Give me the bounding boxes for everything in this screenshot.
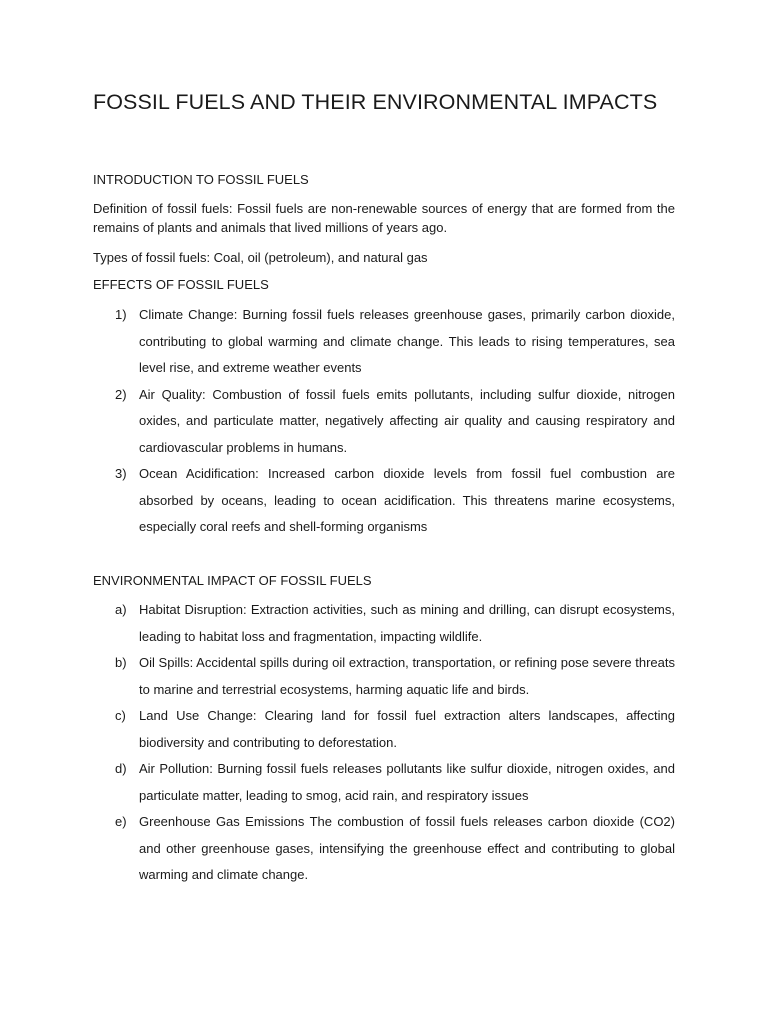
effects-heading: EFFECTS OF FOSSIL FUELS — [93, 277, 269, 292]
list-marker: a) — [115, 602, 127, 617]
list-item — [93, 756, 675, 809]
types-paragraph: Types of fossil fuels: Coal, oil (petroleum), and natural gas — [93, 250, 428, 265]
list-item-text: Habitat Disruption: Extraction activities, such as mining and drilling, can disrupt ecosystems, leading to habitat loss and fragmentation, impacting wildlife. — [139, 602, 675, 644]
list-marker: 2) — [115, 386, 127, 402]
intro-heading: INTRODUCTION TO FOSSIL FUELS — [93, 172, 309, 187]
list-item — [93, 597, 675, 650]
list-marker: c) — [115, 708, 126, 723]
list-marker: d) — [115, 761, 127, 776]
document-title: FOSSIL FUELS AND THEIR ENVIRONMENTAL IMPACTS — [93, 90, 658, 114]
list-marker: e) — [115, 814, 127, 829]
list-marker: 1) — [115, 307, 127, 322]
definition-paragraph: Definition of fossil fuels: Fossil fuels are non-renewable sources of energy that are formed from the remains of plants and animals that lived millions of years ago. — [93, 201, 675, 235]
list-marker: 3) — [115, 466, 127, 481]
list-item-text: Air Quality: Combustion of fossil fuels emits pollutants, including sulfur dioxide, nitrogen oxides, and particulate matter, negatively affecting air quality and causing respiratory and cardiovascular problems in humans. — [139, 386, 675, 455]
list-item — [93, 650, 675, 703]
environmental-heading: ENVIRONMENTAL IMPACT OF FOSSIL FUELS — [93, 573, 372, 588]
list-item — [93, 302, 675, 382]
list-item-text: Oil Spills: Accidental spills during oil extraction, transportation, or refining pose severe threats to marine and terrestrial ecosystems, harming aquatic life and birds. — [139, 655, 675, 697]
list-item-text: Climate Change: Burning fossil fuels releases greenhouse gases, primarily carbon dioxide, contributing to global warming and climate change. This leads to rising temperatures, sea level rise, and extreme weather events — [139, 307, 675, 375]
list-item-text: Greenhouse Gas Emissions The combustion of fossil fuels releases carbon dioxide (CO2) and other greenhouse gases, intensifying the greenhouse effect and contributing to global warming and climate change. — [139, 814, 675, 882]
list-item — [93, 809, 675, 889]
list-item-text: Ocean Acidification: Increased carbon dioxide levels from fossil fuel combustion are absorbed by oceans, leading to ocean acidification. This threatens marine ecosystems, especially coral reefs and shell-forming organisms — [139, 466, 675, 534]
list-item-text: Air Pollution: Burning fossil fuels releases pollutants like sulfur dioxide, nitrogen oxides, and particulate matter, leading to smog, acid rain, and respiratory issues — [139, 761, 675, 803]
list-item — [93, 461, 675, 541]
list-item — [93, 703, 675, 756]
environmental-list — [93, 597, 675, 889]
list-marker: b) — [115, 655, 127, 670]
list-item — [93, 382, 675, 462]
effects-list — [93, 302, 675, 541]
list-item-text: Land Use Change: Clearing land for fossil fuel extraction alters landscapes, affecting biodiversity and contributing to deforestation. — [139, 708, 675, 750]
